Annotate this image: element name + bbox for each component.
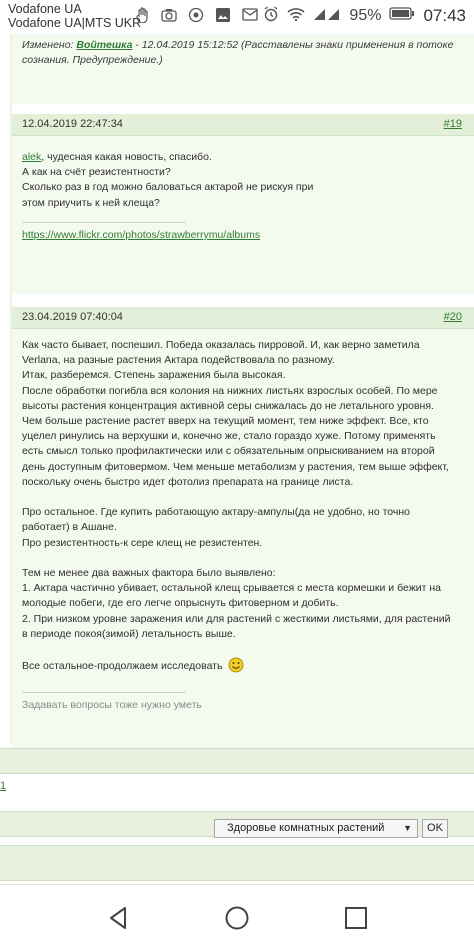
user-mention-link[interactable]: alek [22,151,42,163]
post-line: Как часто бывает, поспешил. Победа оказалась пирровой. И, как верно заметила [22,339,420,351]
forum-thread [0,34,474,884]
battery-percent: 95% [349,7,382,24]
edit-notice-rest-2: сознания. Предупреждение.) [22,54,163,67]
recents-icon[interactable] [343,905,369,931]
post-line: Чем больше растение растет вверх на текущий момент, тем ниже эффект. Все, кто [22,415,429,428]
gamepad-icon [188,7,204,28]
post-date: 12.04.2019 22:47:34 [22,118,123,130]
signature-text: Задавать вопросы тоже нужно уметь [22,699,202,711]
post-date: 23.04.2019 07:40:04 [22,311,123,323]
post-line: молодые побеги, где его легче опрыснуть фитоверном и добить. [22,597,339,610]
post-line: Verlana, на разные растения Актара подействовала по разному. [22,354,335,367]
hand-icon [136,7,150,28]
post-line: 1. Актара частично убивает, остальной клещ срывается с места кормешки и бежит на [22,582,441,595]
flickr-link[interactable]: https://www.flickr.com/photos/strawberrymu/albums [22,229,261,241]
post-text-19 [22,150,462,211]
back-icon[interactable] [105,905,131,931]
clock: 07:43 [423,6,466,25]
post-line: Сколько раз в год можно баловаться актарой не рискуя при [22,181,314,194]
image-icon [215,7,231,28]
edit-author-link[interactable]: Войтешка [76,39,133,51]
post-line: Итак, разберемся. Степень заражения была высокая. [22,369,286,382]
post-line: , чудесная какая новость, спасибо. [41,151,212,163]
thread-footer-bar [0,748,474,774]
post-line: в периоде покоя(зимой) летальность выше. [22,627,236,640]
smiley-icon [228,657,244,678]
post-line: Тем не менее два важных фактора было выявлено: [22,567,276,580]
wifi-icon [287,7,305,26]
edit-notice [22,38,462,68]
post-line: высоты растения концентрация активной серы снижалась до не летального уровня. [22,399,434,412]
post-line: Про резистентность-к сере клещ не резистентен. [22,536,263,549]
post-number-link[interactable]: #20 [443,311,462,323]
post-line: есть смысл только профилактически или с обязательным опрыскиванием на второй [22,445,435,458]
edit-notice-rest: - 12.04.2019 15:12:52 (Расставлены знаки применения в потоке [132,39,454,51]
page-link[interactable]: 1 [0,780,7,792]
status-bar [0,0,474,34]
post-line: После обработки погибла вся колония на нижних листьях взрослых особей. По мере [22,384,438,397]
notification-icons [136,7,258,27]
post-line: 2. При низком уровне заражения или для растений с жесткими листьями, для растений [22,612,451,625]
post-line: работает) в Ашане. [22,521,117,534]
home-icon[interactable] [224,905,250,931]
android-navigation-bar [0,884,474,948]
carrier-name-2: Vodafone UA|MTS UKR [8,16,142,30]
camera-icon [161,8,177,27]
mail-icon [242,8,258,26]
ok-button[interactable]: OK [422,819,448,838]
battery-icon [389,7,415,25]
post-line: день доступным фитовермом. Чем меньше метаболизм у растения, тем выше эффект, [22,460,449,473]
post-line: Все остальное-продолжаем исследовать [22,660,223,673]
signature-20 [22,698,462,713]
post-line: этом приучить к ней клеща? [22,196,160,209]
alarm-icon [263,6,279,27]
post-number-link[interactable]: #19 [443,118,462,130]
forum-jump-select[interactable] [214,819,418,838]
post-header-19 [12,114,474,136]
post-header-20 [12,307,474,329]
edit-notice-prefix: Изменено: [22,39,74,51]
forum-jump-value: Здоровье комнатных растений [227,822,385,834]
post-line: А как на счёт резистентности? [22,166,171,179]
signature-divider [22,222,186,223]
dropdown-arrow-icon: ▼ [403,823,412,833]
post-line: Про остальное. Где купить работающую актару-ампулы(да не удобно, но точно [22,506,410,519]
forum-jump-bar [0,845,474,881]
signature-divider [22,692,186,693]
carrier-name-1: Vodafone UA [8,2,82,16]
post-text-20 [22,338,462,678]
signal-icon [313,7,341,26]
system-status [263,5,466,27]
post-line: уцелел ринулись на верхушки и, конечно же, стало гораздо хуже. Потому применять [22,430,436,443]
post-line: поскольку очень быстро идет фотолиз препарата на границе листа. [22,475,354,488]
signature-19 [22,228,462,243]
